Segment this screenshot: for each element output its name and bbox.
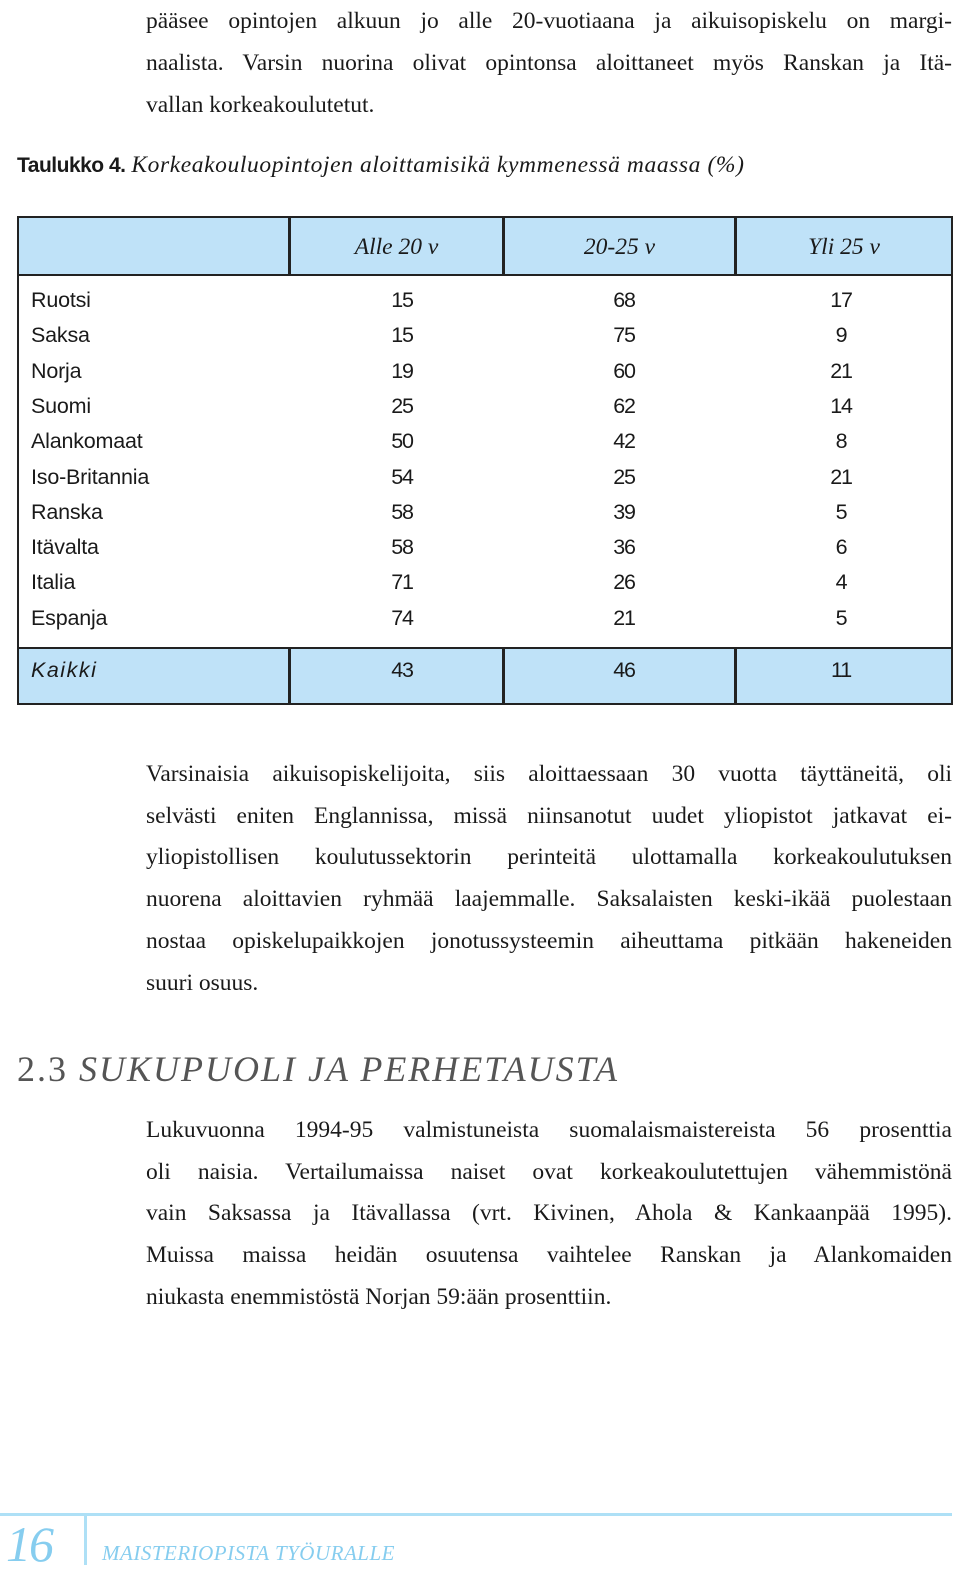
age-table [17, 216, 953, 704]
column-header: 20-25 v [583, 234, 656, 260]
text-line: vallan korkeakoulutetut. [146, 92, 375, 118]
row-label: Suomi [31, 394, 91, 418]
total-row-label: Kaikki [31, 658, 98, 682]
table-cell: 62 [613, 394, 635, 418]
column-divider [502, 647, 505, 703]
row-label: Itävalta [31, 535, 99, 559]
table-cell: 19 [391, 359, 413, 383]
text-line: pääsee opintojen alkuun jo alle 20-vuotiaana ja aikuisopiskelu on margi- [146, 8, 952, 34]
table-cell: 5 [835, 500, 847, 524]
table-cell: 8 [835, 429, 847, 453]
row-label: Espanja [31, 606, 108, 630]
table-cell: 21 [830, 465, 852, 489]
row-label: Ruotsi [31, 288, 91, 312]
text-line: Lukuvuonna 1994-95 valmistuneista suomalaismaistereista 56 prosenttia [146, 1117, 952, 1143]
table-cell: 17 [830, 288, 852, 312]
table-cell: 25 [391, 394, 413, 418]
text-line: oli naisia. Vertailumaissa naiset ovat korkeakoulutettujen vähemmistönä [146, 1158, 952, 1185]
table-caption-label: Taulukko 4. [17, 154, 126, 177]
running-title: MAISTERIOPISTA TYÖURALLE [102, 1541, 395, 1565]
row-label: Iso-Britannia [31, 465, 150, 489]
table-cell: 71 [391, 570, 413, 594]
text-line: vain Saksassa ja Itävallassa (vrt. Kivinen, Ahola & Kankaanpää 1995). [146, 1200, 952, 1227]
table-cell: 26 [613, 570, 635, 594]
text-line: Muissa maissa heidän osuutensa vaihtelee Ranskan ja Alankomaiden [146, 1242, 952, 1269]
text-line: niukasta enemmistöstä Norjan 59:ään prosenttiin. [146, 1283, 612, 1310]
table-cell: 5 [835, 606, 847, 630]
body-paragraph [146, 754, 952, 1004]
text-line: Varsinaisia aikuisopiskelijoita, siis aloittaessaan 30 vuotta täyttäneitä, oli [146, 761, 952, 787]
text-line: naalista. Varsin nuorina olivat opintonsa aloittaneet myös Ranskan ja Itä- [146, 50, 952, 76]
column-divider [288, 647, 291, 703]
table-cell: 15 [391, 288, 413, 312]
text-line: nostaa opiskelupaikkojen jonotussysteemin aiheuttama pitkään hakeneiden [146, 927, 952, 954]
total-cell: 11 [831, 658, 851, 682]
table-cell: 6 [835, 535, 847, 559]
text-line: selvästi eniten Englannissa, missä niinsanotut uudet yliopistot jatkavat ei- [146, 802, 952, 829]
footer-rule [0, 1513, 952, 1516]
table-cell: 68 [613, 288, 635, 312]
column-header: Yli 25 v [808, 234, 880, 260]
table-cell: 42 [613, 429, 635, 453]
table-cell: 50 [391, 429, 413, 453]
footer-rule-vertical [84, 1515, 87, 1565]
body-paragraph [146, 1110, 952, 1319]
table-cell: 60 [613, 359, 635, 383]
row-label: Saksa [31, 323, 90, 347]
table-border-right [951, 216, 953, 703]
section-heading [17, 1048, 619, 1090]
table-cell: 36 [613, 535, 635, 559]
table-cell: 4 [835, 570, 847, 594]
section-number: 2.3 [17, 1049, 68, 1089]
column-header: Alle 20 v [354, 234, 439, 260]
table-cell: 14 [830, 394, 852, 418]
table-cell: 39 [613, 500, 635, 524]
table-cell: 58 [391, 500, 413, 524]
section-title: SUKUPUOLI JA PERHETAUSTA [79, 1049, 619, 1089]
total-cell: 46 [613, 658, 635, 682]
table-cell: 58 [391, 535, 413, 559]
table-cell: 21 [830, 359, 852, 383]
table-cell: 54 [391, 465, 413, 489]
total-cell: 43 [391, 658, 413, 682]
table-border-left [17, 216, 19, 703]
table-caption [17, 152, 745, 179]
table-cell: 9 [835, 323, 847, 347]
row-label: Italia [31, 570, 76, 594]
intro-paragraph [146, 0, 952, 126]
table-cell: 75 [613, 323, 635, 347]
row-label: Norja [31, 359, 82, 383]
column-divider [734, 647, 737, 703]
text-line: yliopistollisen koulutussektorin perinteitä ulottamalla korkeakoulutuksen [146, 844, 952, 871]
text-line: nuorena aloittavien ryhmää laajemmalle. Saksalaisten keski-ikää puolestaan [146, 886, 952, 913]
table-cell: 21 [613, 606, 635, 630]
table-cell: 25 [613, 465, 635, 489]
row-label: Ranska [31, 500, 103, 524]
table-cell: 15 [391, 323, 413, 347]
table-cell: 74 [391, 606, 413, 630]
table-caption-text: Korkeakouluopintojen aloittamisikä kymmenessä maassa (%) [131, 152, 745, 178]
row-label: Alankomaat [31, 429, 143, 453]
page-number: 16 [6, 1516, 52, 1572]
text-line: suuri osuus. [146, 969, 259, 996]
